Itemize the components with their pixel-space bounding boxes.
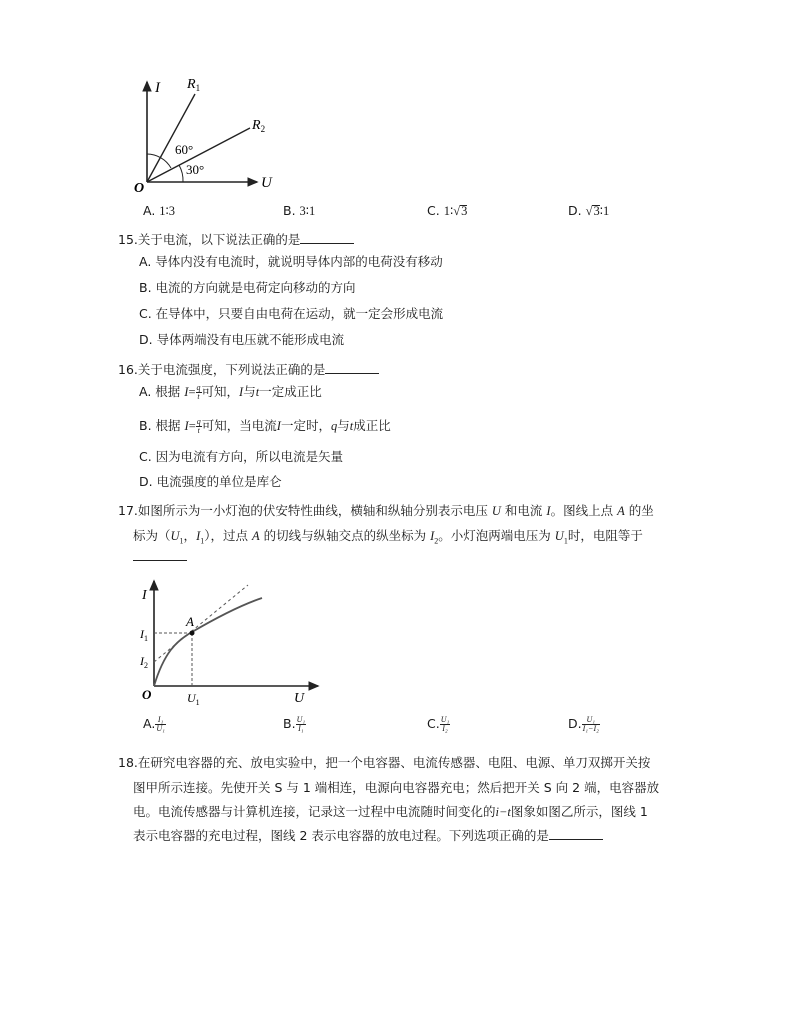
r1-label: $R_1$ — [187, 77, 201, 93]
i2-label: $I_2$ — [140, 654, 148, 670]
option-text: 与 — [337, 418, 350, 433]
sqrt-sign-icon: √ — [453, 204, 461, 218]
q16-option-a[interactable] — [139, 382, 322, 401]
question-text: 关于电流强度，下列说法正确的是 — [137, 362, 326, 377]
q14-option-a[interactable] — [143, 203, 175, 219]
point-a — [190, 631, 195, 636]
option-text: 一定时， — [280, 418, 331, 433]
origin-label: O — [142, 687, 152, 702]
i-axis-label: I — [155, 80, 160, 96]
option-letter: A. — [143, 716, 156, 731]
q17-stem-line1: 17.如图所示为一小灯泡的伏安特性曲线，横轴和纵轴分别表示电压 U 和电流 I。图线上点 A 的坐 — [118, 503, 654, 518]
sqrt-sign-icon: √ — [585, 204, 593, 218]
fraction-q-over-t: $\frac{q}{t}$ — [196, 383, 201, 401]
q18-stem-line2: 图甲所示连接。先使开关 S 与 1 端相连，电源向电容器充电；然后把开关 S 向 2 端，电容器放 — [133, 780, 660, 795]
var-t: t — [349, 419, 354, 433]
fraction-q-over-t: $\frac{q}{t}$ — [196, 417, 201, 435]
q16-option-b[interactable] — [139, 416, 391, 435]
option-letter: B. — [283, 203, 296, 218]
tangent-line — [154, 585, 248, 662]
iu-graph-two-resistors — [125, 72, 285, 197]
option-letter: C. — [427, 203, 440, 218]
option-letter: D. — [568, 716, 582, 731]
q14-option-b[interactable] — [283, 203, 315, 219]
q16-option-c[interactable]: C. 因为电流有方向，所以电流是矢量 — [139, 449, 344, 464]
var-t: t — [255, 385, 260, 399]
q16-stem — [118, 360, 379, 378]
option-text: 一定成正比 — [259, 384, 322, 399]
iu-curve — [154, 598, 262, 686]
q17-option-a[interactable] — [143, 716, 166, 733]
q16-option-d[interactable]: D. 电流强度的单位是库仑 — [139, 474, 282, 489]
radicand: 3 — [461, 204, 468, 218]
q18-stem-line4: 表示电容器的充电过程，图线 2 表示电容器的放电过程。下列选项正确的是 — [133, 826, 603, 844]
equals-sign: = — [188, 385, 196, 399]
fraction: $\frac{\text{U₁}}{\text{I₁−I₂}}$ — [582, 715, 599, 733]
option-text: 可知，当电流 — [201, 418, 277, 433]
r2-label: $R_2$ — [252, 118, 266, 134]
answer-blank[interactable] — [549, 827, 603, 840]
option-letter: D. — [568, 203, 582, 218]
option-text: A. 根据 — [139, 384, 181, 399]
option-text: 可知， — [201, 384, 240, 399]
var-i: I — [184, 419, 189, 433]
i-axis-label: I — [142, 588, 147, 603]
point-a-label: A — [186, 614, 194, 629]
question-number: 16. — [118, 362, 138, 377]
angle-60-label: 60° — [175, 142, 194, 157]
q18-stem-line3: 电。电流传感器与计算机连接，记录这一过程中电流随时间变化的i−t图象如图乙所示，图线 1 — [133, 804, 648, 819]
answer-blank[interactable] — [300, 231, 354, 244]
radicand: 3 — [593, 204, 600, 218]
var-i: I — [184, 385, 189, 399]
q14-option-d[interactable] — [568, 203, 609, 219]
option-text: B. 根据 — [139, 418, 181, 433]
option-letter: C. — [427, 716, 440, 731]
q17-option-c[interactable] — [427, 716, 450, 733]
q15-option-b[interactable]: B. 电流的方向就是电荷定向移动的方向 — [139, 280, 356, 295]
q15-option-d[interactable]: D. 导体两端没有电压就不能形成电流 — [139, 332, 345, 347]
option-text: 3∶1 — [299, 204, 316, 218]
question-text: 关于电流，以下说法正确的是 — [137, 232, 301, 247]
origin-label: O — [134, 181, 145, 196]
q17-option-d[interactable] — [568, 716, 600, 733]
option-text: 1∶ — [443, 204, 454, 218]
option-text: ∶1 — [599, 204, 610, 218]
option-letter: B. — [283, 716, 296, 731]
fraction: $\frac{\text{I₁}}{\text{U₁}}$ — [156, 715, 165, 733]
u-axis-label: U — [261, 175, 272, 191]
var-i: I — [276, 419, 281, 433]
q17-answer-blank[interactable] — [133, 548, 187, 561]
q17-stem-line2: 标为（$U_1$，$I_1$），过点 A 的切线与纵轴交点的纵坐标为 $I_2$。小灯泡两端电压为 $U_1$时，电阻等于 — [133, 528, 643, 546]
option-text: 成正比 — [353, 418, 391, 433]
equals-sign: = — [188, 419, 196, 433]
q14-option-c[interactable] — [427, 203, 467, 219]
var-i: I — [239, 385, 244, 399]
answer-blank[interactable] — [325, 361, 379, 374]
q15-stem — [118, 230, 354, 248]
q18-stem-line1: 18.在研究电容器的充、放电实验中，把一个电容器、电流传感器、电阻、电源、单刀双掷开关按 — [118, 755, 651, 770]
question-number: 17. — [118, 503, 138, 518]
u1-label: $U_1$ — [187, 691, 200, 707]
bulb-iu-curve — [136, 575, 326, 710]
fraction: $\frac{\text{U₁}}{\text{I₂}}$ — [440, 715, 450, 733]
angle-arc-30 — [179, 165, 183, 182]
q17-option-b[interactable] — [283, 716, 306, 733]
q15-option-c[interactable]: C. 在导体中，只要自由电荷在运动，就一定会形成电流 — [139, 306, 444, 321]
i1-label: $I_1$ — [140, 627, 148, 643]
question-number: 18. — [118, 755, 138, 770]
angle-30-label: 30° — [186, 162, 205, 177]
option-text: 与 — [243, 384, 256, 399]
q15-option-a[interactable]: A. 导体内没有电流时，就说明导体内部的电荷没有移动 — [139, 254, 443, 269]
u-axis-label: U — [294, 691, 305, 706]
option-letter: A. — [143, 203, 156, 218]
question-number: 15. — [118, 232, 138, 247]
fraction: $\frac{\text{U₁}}{\text{I₁}}$ — [296, 715, 306, 733]
option-text: 1∶3 — [159, 204, 176, 218]
var-q: q — [330, 419, 338, 433]
